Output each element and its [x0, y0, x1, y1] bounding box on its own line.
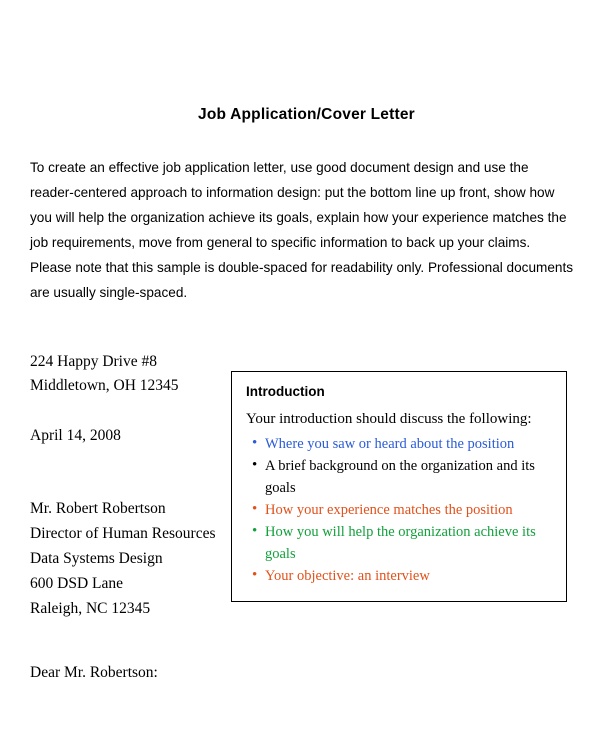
callout-bullet-list	[242, 433, 556, 587]
recipient-city: Raleigh, NC 12345	[30, 600, 151, 617]
page-title: Job Application/Cover Letter	[198, 106, 415, 123]
recipient-name: Mr. Robert Robertson	[30, 500, 166, 517]
sender-address-line: Middletown, OH 12345	[30, 377, 179, 394]
callout-heading: Introduction	[246, 384, 325, 399]
recipient-company: Data Systems Design	[30, 550, 163, 567]
sender-address	[30, 350, 179, 398]
list-item: • Your objective: an interview	[252, 565, 556, 587]
salutation: Dear Mr. Robertson:	[30, 664, 158, 681]
introduction-callout-box	[231, 371, 567, 602]
intro-paragraph: To create an effective job application letter, use good document design and use the reader-centered approach to information design: put the bottom line up front, show how you will help the organization achieve its goals, explain how your experience matches the job requirements, move from general to specific information to back up your claims. Please note that this sample is double-spaced for readability only. Professional documents are usually single-spaced.	[30, 160, 574, 300]
list-item: • A brief background on the organization and its goals	[252, 455, 556, 499]
recipient-title: Director of Human Resources	[30, 525, 216, 542]
letter-date: April 14, 2008	[30, 427, 121, 444]
list-item: • How your experience matches the position	[252, 499, 556, 521]
recipient-address	[30, 496, 216, 621]
list-item: • How you will help the organization achieve its goals	[252, 521, 556, 565]
callout-lead-text: Your introduction should discuss the following:	[246, 411, 532, 427]
sender-address-line: 224 Happy Drive #8	[30, 353, 157, 370]
recipient-street: 600 DSD Lane	[30, 575, 123, 592]
list-item: • Where you saw or heard about the position	[252, 433, 556, 455]
